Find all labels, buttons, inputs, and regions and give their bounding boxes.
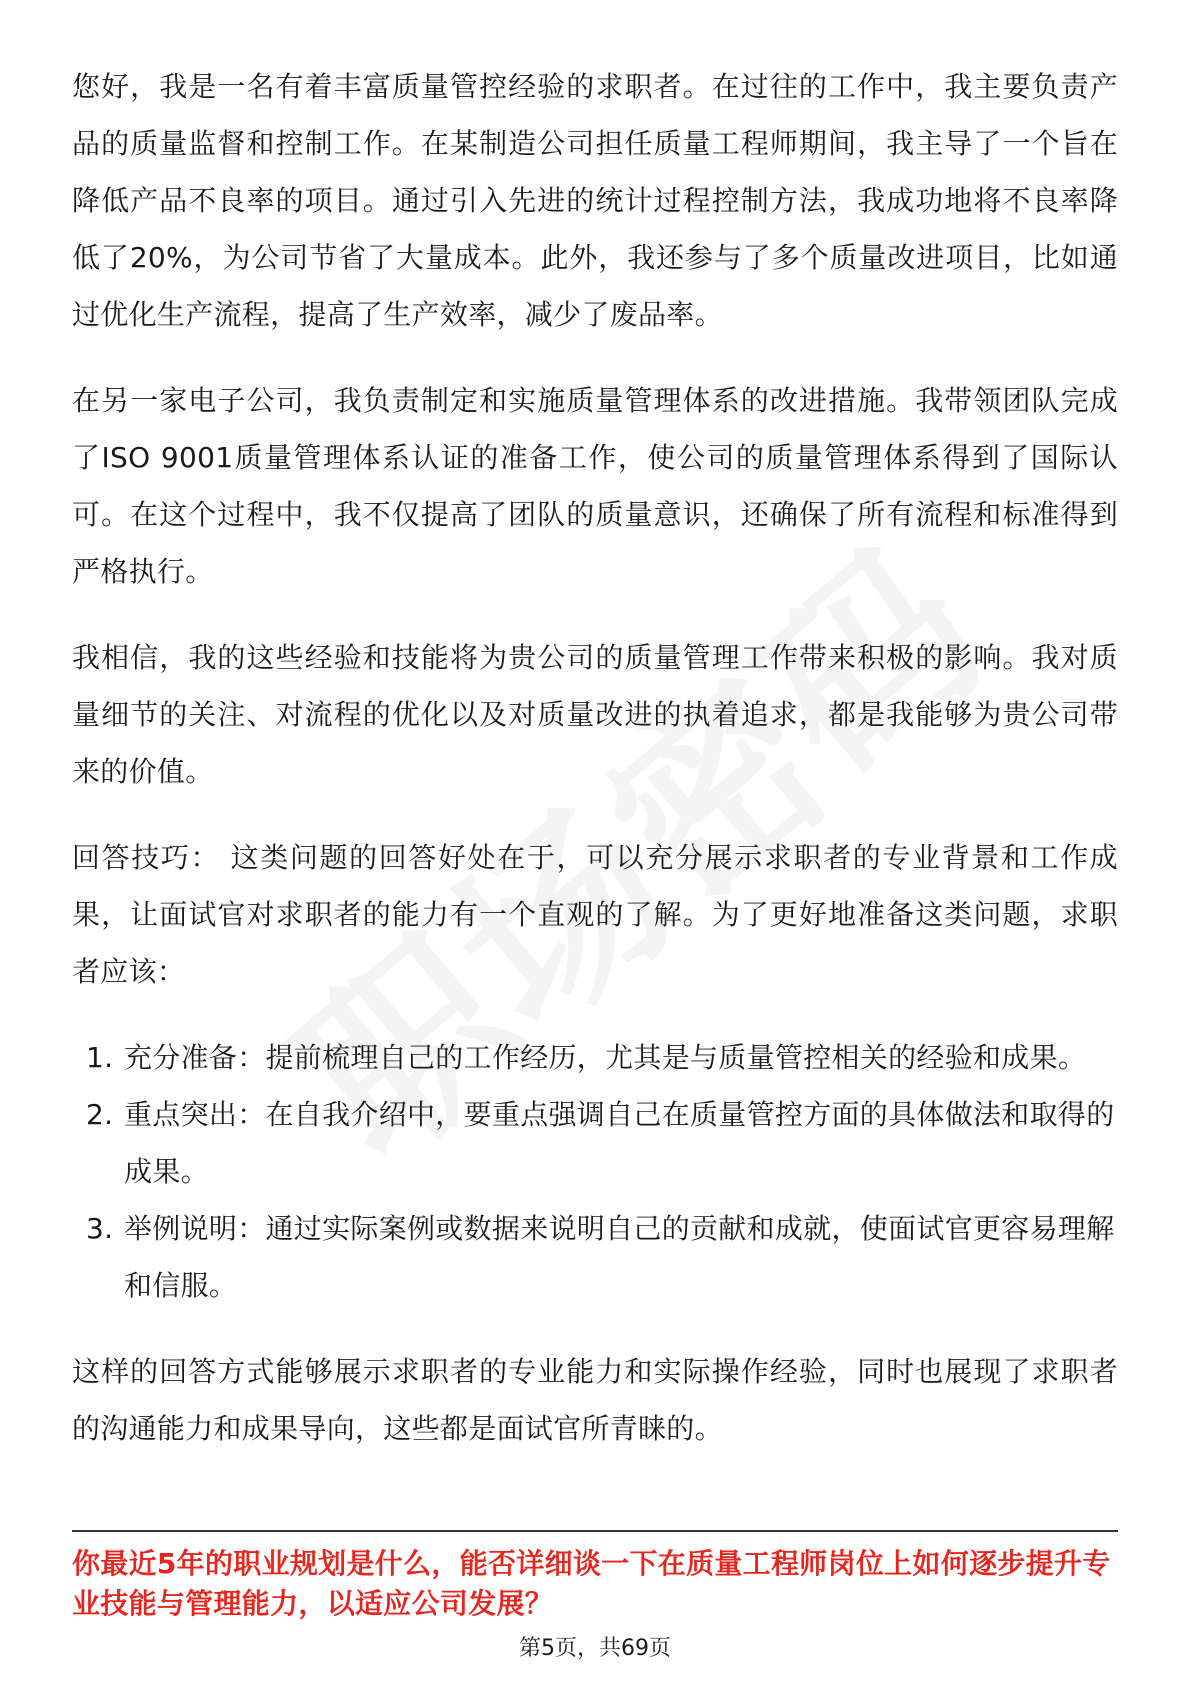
list-number: 1.: [86, 1041, 114, 1074]
list-item: [72, 1029, 1118, 1086]
section-divider: [72, 1530, 1118, 1532]
list-text: 重点突出：在自我介绍中，要重点强调自己在质量管控方面的具体做法和取得的成果。: [124, 1098, 1115, 1188]
list-text: 举例说明：通过实际案例或数据来说明自己的贡献和成就，使面试官更容易理解和信服。: [124, 1212, 1115, 1302]
list-number: 2.: [86, 1098, 114, 1131]
paragraph-electronics: 在另一家电子公司，我负责制定和实施质量管理体系的改进措施。我带领团队完成了ISO 9001质量管理体系认证的准备工作，使公司的质量管理体系得到了国际认可。在这个过程中，我不仅提高了团队的质量意识，还确保了所有流程和标准得到严格执行。: [72, 384, 1118, 588]
page-footer: 第5页，共69页: [519, 1636, 671, 1661]
paragraph-tips-intro: 回答技巧： 这类问题的回答好处在于，可以充分展示求职者的专业背景和工作成果，让面试官对求职者的能力有一个直观的了解。为了更好地准备这类问题，求职者应该：: [72, 841, 1118, 988]
paragraph-intro: 您好，我是一名有着丰富质量管控经验的求职者。在过往的工作中，我主要负责产品的质量监督和控制工作。在某制造公司担任质量工程师期间，我主导了一个旨在降低产品不良率的项目。通过引入先进的统计过程控制方法，我成功地将不良率降低了20%，为公司节省了大量成本。此外，我还参与了多个质量改进项目，比如通过优化生产流程，提高了生产效率，减少了废品率。: [72, 70, 1118, 331]
list-item: [72, 1200, 1118, 1314]
tips-list: [72, 1029, 1118, 1314]
document-body: [72, 58, 1118, 1457]
paragraph-summary: 这样的回答方式能够展示求职者的专业能力和实际操作经验，同时也展现了求职者的沟通能力和成果导向，这些都是面试官所青睐的。: [72, 1355, 1118, 1445]
next-question-heading: 你最近5年的职业规划是什么，能否详细谈一下在质量工程师岗位上如何逐步提升专业技能与管理能力，以适应公司发展？: [72, 1547, 1111, 1620]
list-item: [72, 1086, 1118, 1200]
list-number: 3.: [86, 1212, 114, 1245]
list-text: 充分准备：提前梳理自己的工作经历，尤其是与质量管控相关的经验和成果。: [124, 1041, 1087, 1074]
paragraph-value: 我相信，我的这些经验和技能将为贵公司的质量管理工作带来积极的影响。我对质量细节的关注、对流程的优化以及对质量改进的执着追求，都是我能够为贵公司带来的价值。: [72, 641, 1118, 788]
